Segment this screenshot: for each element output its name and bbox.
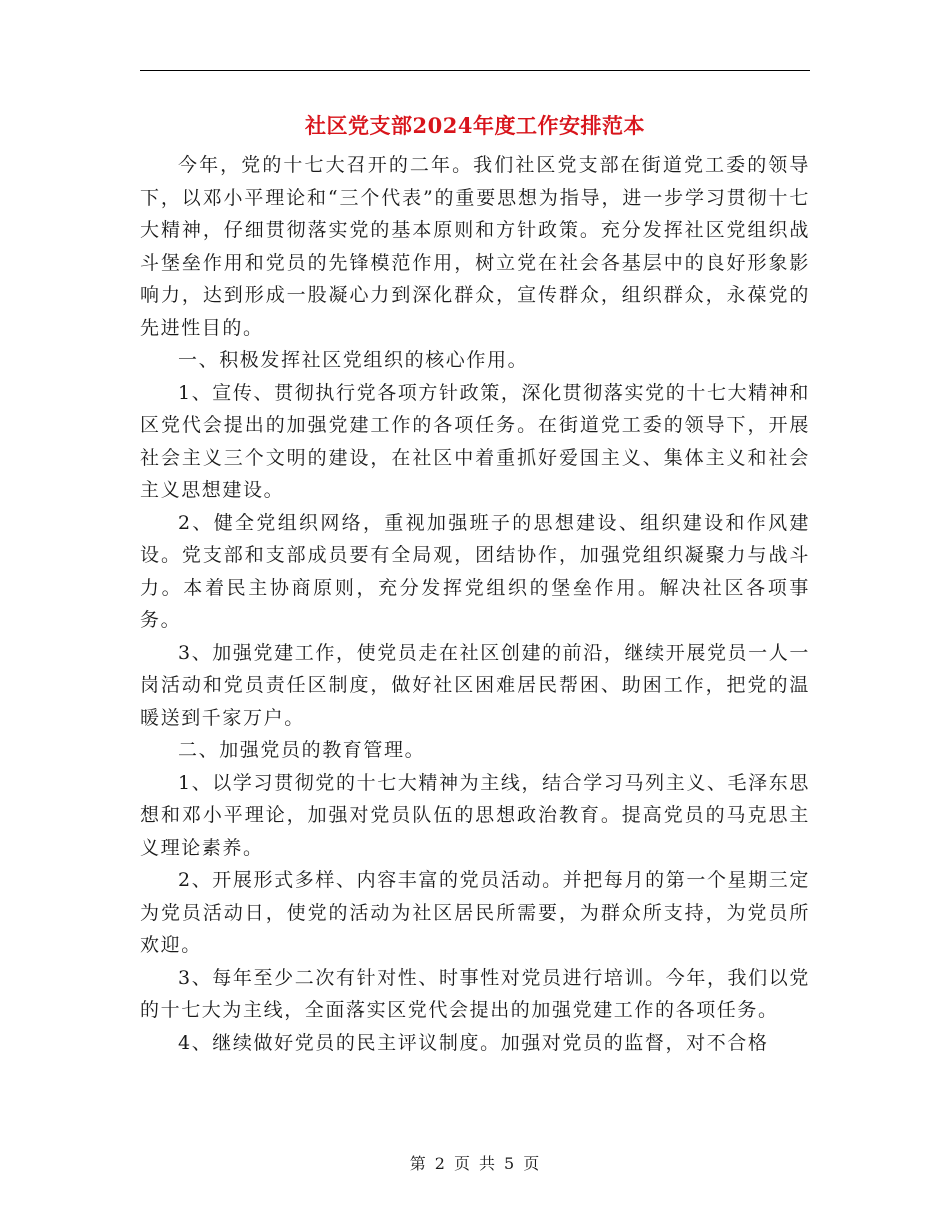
section-heading-2: 二、加强党员的教育管理。 bbox=[178, 739, 426, 761]
paragraph-2-1: 1、以学习贯彻党的十七大精神为主线，结合学习马列主义、毛泽东思想和邓小平理论，加强对党员队伍的思想政治教育。提高党员的马克思主义理论素养。 bbox=[140, 771, 810, 859]
page-footer bbox=[0, 1152, 950, 1176]
footer-total-unit: 页 bbox=[523, 1154, 541, 1173]
header-rule bbox=[140, 70, 810, 71]
paragraph-intro: 今年，党的十七大召开的二年。我们社区党支部在街道党工委的领导下，以邓小平理论和“三个代表”的重要思想为指导，进一步学习贯彻十七大精神，仔细贯彻落实党的基本原则和方针政策。充分发挥社区党组织战斗堡垒作用和党员的先锋模范作用，树立党在社会各基层中的良好形象影响力，达到形成一股凝心力到深化群众，宣传群众，组织群众，永葆党的先进性目的。 bbox=[140, 154, 810, 339]
footer-page-label: 第 bbox=[409, 1154, 427, 1173]
paragraph-1-3: 3、加强党建工作，使党员走在社区创建的前沿，继续开展党员一人一岗活动和党员责任区制度，做好社区困难居民帮困、助困工作，把党的温暖送到千家万户。 bbox=[140, 641, 810, 729]
paragraph-2-3: 3、每年至少二次有针对性、时事性对党员进行培训。今年，我们以党的十七大为主线，全面落实区党代会提出的加强党建工作的各项任务。 bbox=[140, 966, 810, 1021]
footer-page-unit: 页 bbox=[453, 1154, 471, 1173]
footer-current-page: 2 bbox=[434, 1154, 446, 1173]
document-body bbox=[140, 149, 810, 1059]
footer-total-label: 共 bbox=[479, 1154, 497, 1173]
paragraph-1-2: 2、健全党组织网络，重视加强班子的思想建设、组织建设和作风建设。党支部和支部成员要有全局观，团结协作，加强党组织凝聚力与战斗力。本着民主协商原则，充分发挥党组织的堡垒作用。解决社区各项事务。 bbox=[140, 511, 810, 631]
paragraph-2-2: 2、开展形式多样、内容丰富的党员活动。并把每月的第一个星期三定为党员活动日，使党的活动为社区居民所需要，为群众所支持，为党员所欢迎。 bbox=[140, 869, 810, 956]
paragraph-2-4: 4、继续做好党员的民主评议制度。加强对党员的监督，对不合格 bbox=[178, 1031, 769, 1054]
footer-total-pages: 5 bbox=[504, 1154, 516, 1173]
paragraph-1-1: 1、宣传、贯彻执行党各项方针政策，深化贯彻落实党的十七大精神和区党代会提出的加强党建工作的各项任务。在街道党工委的领导下，开展社会主义三个文明的建设，在社区中着重抓好爱国主义、集体主义和社会主义思想建设。 bbox=[140, 381, 810, 501]
document-title: 社区党支部2024年度工作安排范本 bbox=[305, 113, 645, 138]
section-heading-1: 一、积极发挥社区党组织的核心作用。 bbox=[178, 349, 529, 371]
